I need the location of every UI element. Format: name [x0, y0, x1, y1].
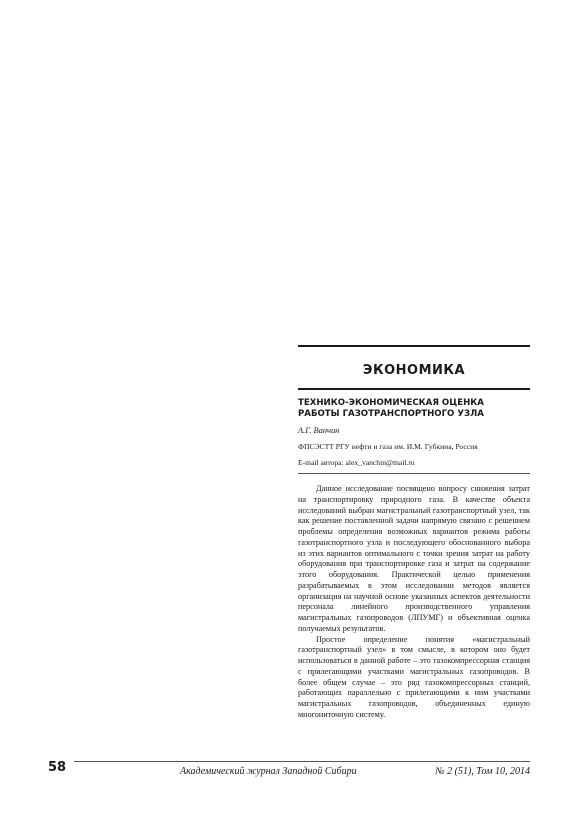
author-name: А.Г. Ванчин [298, 426, 340, 435]
paragraph: Простое определение понятия «магистральный газотранспортный узел» в том смысле, в котором оно будет использоваться в данной работе – это газокомпрессорная станция с прилегающими участками магистральных газопроводов. В более общем случае – это ряд газокомпрессорных станций, работающих параллельно с прилегающими к ним участками магистральных газопроводов, объединенных единую многониточную систему. [298, 634, 530, 719]
article-title-line2: РАБОТЫ ГАЗОТРАНСПОРТНОГО УЗЛА [298, 409, 484, 419]
article-body [298, 474, 530, 721]
article-title-line1: ТЕХНИКО-ЭКОНОМИЧЕСКАЯ ОЦЕНКА [298, 398, 484, 408]
footer-rule [74, 761, 530, 762]
journal-title: Академический журнал Западной Сибири [180, 766, 357, 777]
section-title: ЭКОНОМИКА [362, 363, 466, 378]
article-title [298, 390, 530, 426]
page-number: 58 [48, 760, 67, 775]
article-column [298, 345, 530, 721]
issue-info: № 2 (51), Том 10, 2014 [435, 766, 530, 777]
paragraph: Данное исследование посвящено вопросу снижения затрат на транспортировку природного газа. В качестве объекта исследований выбран магистральный газотранспортный узел, так как решение поставленной задачи напрямую связано с решением проблемы определения возможных вариантов режима работы газотранспортного узла и последующего обоснованного выбора из этих вариантов оптимального с точки зрения затрат на работу оборудования при транспортировке газа и затрат на содержание этого оборудования. Практической целью применения разрабатываемых в этом исследовании методов является организация на научной основе указанных аспектов деятельности персонала линейного производственного управления магистральных газопроводов (ЛПУМГ) и объективная оценка получаемых результатов. [298, 484, 530, 633]
author-email: E-mail автора: alex_vanchin@mail.ru [298, 458, 415, 467]
author-affiliation: ФПСЭСТТ РГУ нефти и газа им. И.М. Губкина, Россия [298, 442, 478, 451]
